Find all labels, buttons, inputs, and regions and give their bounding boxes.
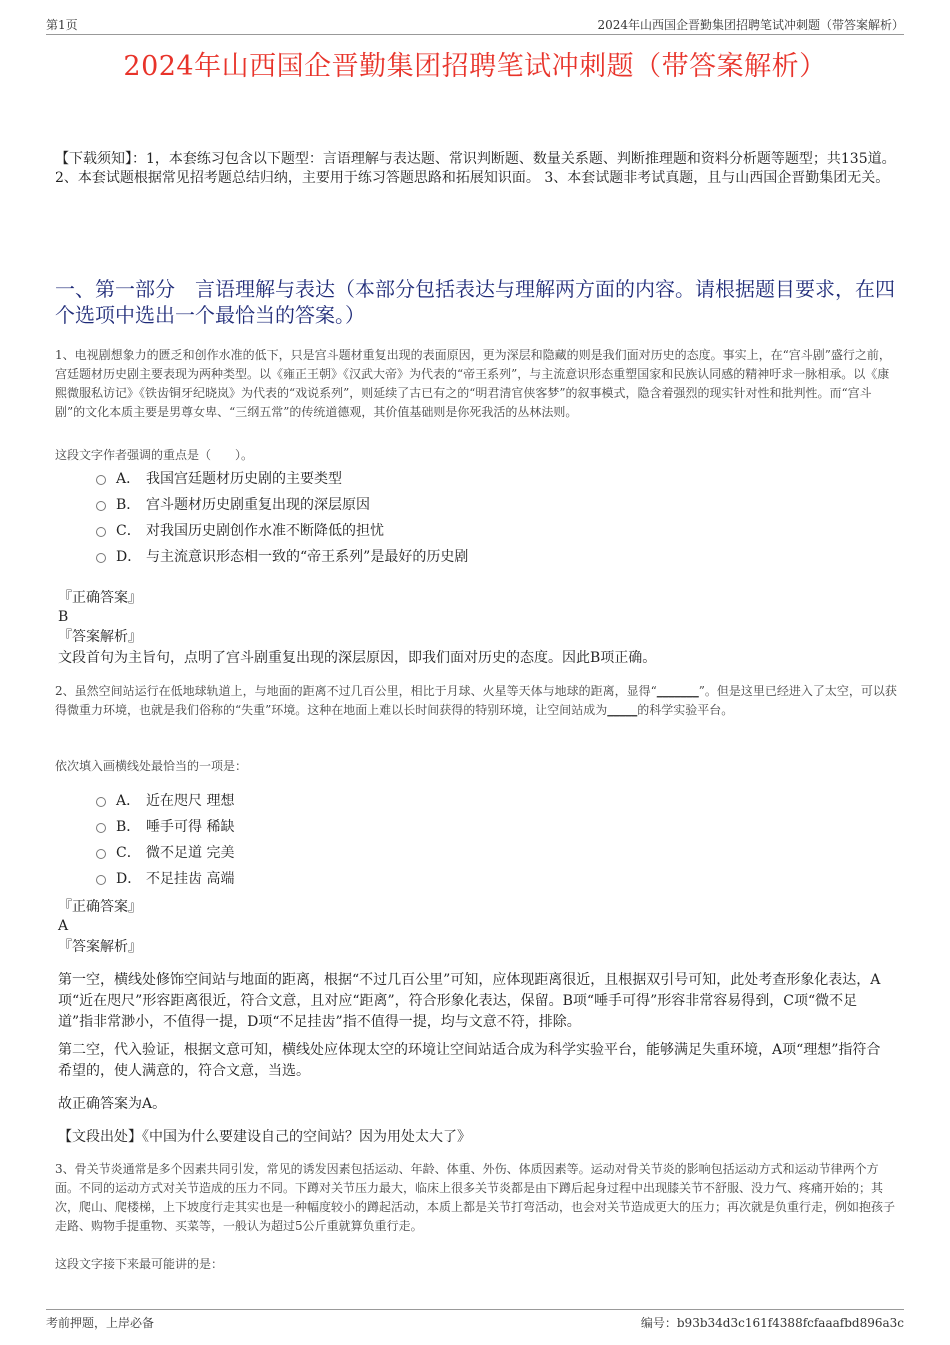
question-1-prompt: 这段文字作者强调的重点是（ ）。 xyxy=(55,448,254,462)
page-number: 第1页 xyxy=(46,18,78,32)
question-2-stem: 2、虽然空间站运行在低地球轨道上，与地面的距离不过几百公里，相比于月球、火星等天体与地球的距离，显得“_______”。但是这里已经进入了太空，可以获得微重力环境，也就是我们俗称的“失重”环境。这种在地面上难以长时间获得的特别环境，让空间站成为_____的科学实验平台。 xyxy=(55,684,897,717)
radio-icon[interactable] xyxy=(96,501,106,511)
option-b[interactable]: B． 宫斗题材历史剧重复出现的深层原因 xyxy=(96,492,468,518)
page-header xyxy=(46,14,904,35)
radio-icon[interactable] xyxy=(96,849,106,859)
page-footer xyxy=(46,1309,904,1330)
question-2-prompt: 依次填入画横线处最恰当的一项是： xyxy=(55,759,248,773)
question-2-answer-label: 『正确答案』 xyxy=(58,899,142,915)
header-doc-title: 2024年山西国企晋勤集团招聘笔试冲刺题（带答案解析） xyxy=(597,18,904,32)
question-1-answer: B xyxy=(58,609,69,625)
option-c[interactable]: C． 微不足道 完美 xyxy=(96,840,234,866)
question-2-analysis-p1: 第一空，横线处修饰空间站与地面的距离，根据“不过几百公里”可知，应体现距离很近，且根据双引号可知，此处考查形象化表达，A项“近在咫尺”形容距离很近，符合文意，且对应“距离”，符合形象化表达，保留。B项“唾手可得”形容非常容易得到，C项“微不足道”指非常渺小，不值得一提，D项“不足挂齿”指不值得一提，均与文意不符，排除。 xyxy=(58,972,881,1030)
radio-icon[interactable] xyxy=(96,527,106,537)
radio-icon[interactable] xyxy=(96,553,106,563)
radio-icon[interactable] xyxy=(96,875,106,885)
question-2-analysis-p3: 故正确答案为A。 xyxy=(58,1096,167,1112)
document-title: 2024年山西国企晋勤集团招聘笔试冲刺题（带答案解析） xyxy=(123,51,827,82)
option-a[interactable]: A． 近在咫尺 理想 xyxy=(96,788,234,814)
footer-slogan: 考前押题，上岸必备 xyxy=(46,1316,155,1330)
blank-1: _______ xyxy=(656,684,699,698)
question-2-source: 【文段出处】《中国为什么要建设自己的空间站？因为用处太大了》 xyxy=(58,1129,471,1145)
blank-2: _____ xyxy=(607,703,638,717)
question-1-stem: 1、电视剧想象力的匮乏和创作水准的低下，只是宫斗题材重复出现的表面原因，更为深层和隐藏的则是我们面对历史的态度。事实上，在“宫斗剧”盛行之前，宫廷题材历史剧主要表现为两种类型。以《雍正王朝》《汉武大帝》为代表的“帝王系列”，与主流意识形态重塑国家和民族认同感的精神吁求一脉相承。以《康熙微服私访记》《铁齿铜牙纪晓岚》为代表的“戏说系列”，则延续了古已有之的“明君清官侠客梦”的叙事模式，隐含着强烈的现实针对性和批判性。而“宫斗剧”的文化本质主要是男尊女卑、“三纲五常”的传统道德观，其价值基础则是你死我活的丛林法则。 xyxy=(55,348,891,419)
question-2-options xyxy=(96,788,234,892)
option-d[interactable]: D． 与主流意识形态相一致的“帝王系列”是最好的历史剧 xyxy=(96,544,468,570)
option-d[interactable]: D． 不足挂齿 高端 xyxy=(96,866,234,892)
question-3-stem: 3、骨关节炎通常是多个因素共同引发，常见的诱发因素包括运动、年龄、体重、外伤、体质因素等。运动对骨关节炎的影响包括运动方式和运动节律两个方面。不同的运动方式对关节造成的压力不同。下蹲对关节压力最大，临床上很多关节炎都是由下蹲后起身过程中出现膝关节不舒服、没力气、疼痛开始的；其次，爬山、爬楼梯，上下坡度行走其实也是一种幅度较小的蹲起活动，本质上都是关节打弯活动，也会对关节造成更大的压力；再次就是负重行走，例如抱孩子走路、购物手提重物、买菜等，一般认为超过5公斤重就算负重行走。 xyxy=(55,1162,896,1233)
radio-icon[interactable] xyxy=(96,475,106,485)
option-c[interactable]: C． 对我国历史剧创作水准不断降低的担忧 xyxy=(96,518,468,544)
question-3-prompt: 这段文字接下来最可能讲的是： xyxy=(55,1257,224,1271)
question-2-analysis-label: 『答案解析』 xyxy=(58,939,142,955)
option-b[interactable]: B． 唾手可得 稀缺 xyxy=(96,814,234,840)
radio-icon[interactable] xyxy=(96,797,106,807)
question-1-analysis: 文段首句为主旨句，点明了宫斗剧重复出现的深层原因，即我们面对历史的态度。因此B项正确。 xyxy=(58,650,657,666)
question-1-options xyxy=(96,466,468,570)
radio-icon[interactable] xyxy=(96,823,106,833)
download-notice: 【下载须知】：1，本套练习包含以下题型：言语理解与表达题、常识判断题、数量关系题、判断推理题和资料分析题等题型；共135道。 2、本套试题根据常见招考题总结归纳，主要用于练习答题思路和拓展知识面。 3、本套试题非考试真题，且与山西国企晋勤集团无关。 xyxy=(55,151,896,186)
footer-doc-id: 编号：b93b34d3c161f4388fcfaaafbd896a3c xyxy=(640,1316,904,1330)
question-1-answer-label: 『正确答案』 xyxy=(58,590,142,606)
question-2-answer: A xyxy=(58,918,69,934)
question-2-analysis-p2: 第二空，代入验证，根据文意可知，横线处应体现太空的环境让空间站适合成为科学实验平台，能够满足失重环境，A项“理想”指符合希望的，使人满意的，符合文意，当选。 xyxy=(58,1042,881,1079)
section-title: 一、第一部分 言语理解与表达（本部分包括表达与理解两方面的内容。请根据题目要求，在四个选项中选出一个最恰当的答案。） xyxy=(55,277,895,327)
question-1-analysis-label: 『答案解析』 xyxy=(58,629,142,645)
option-a[interactable]: A． 我国宫廷题材历史剧的主要类型 xyxy=(96,466,468,492)
